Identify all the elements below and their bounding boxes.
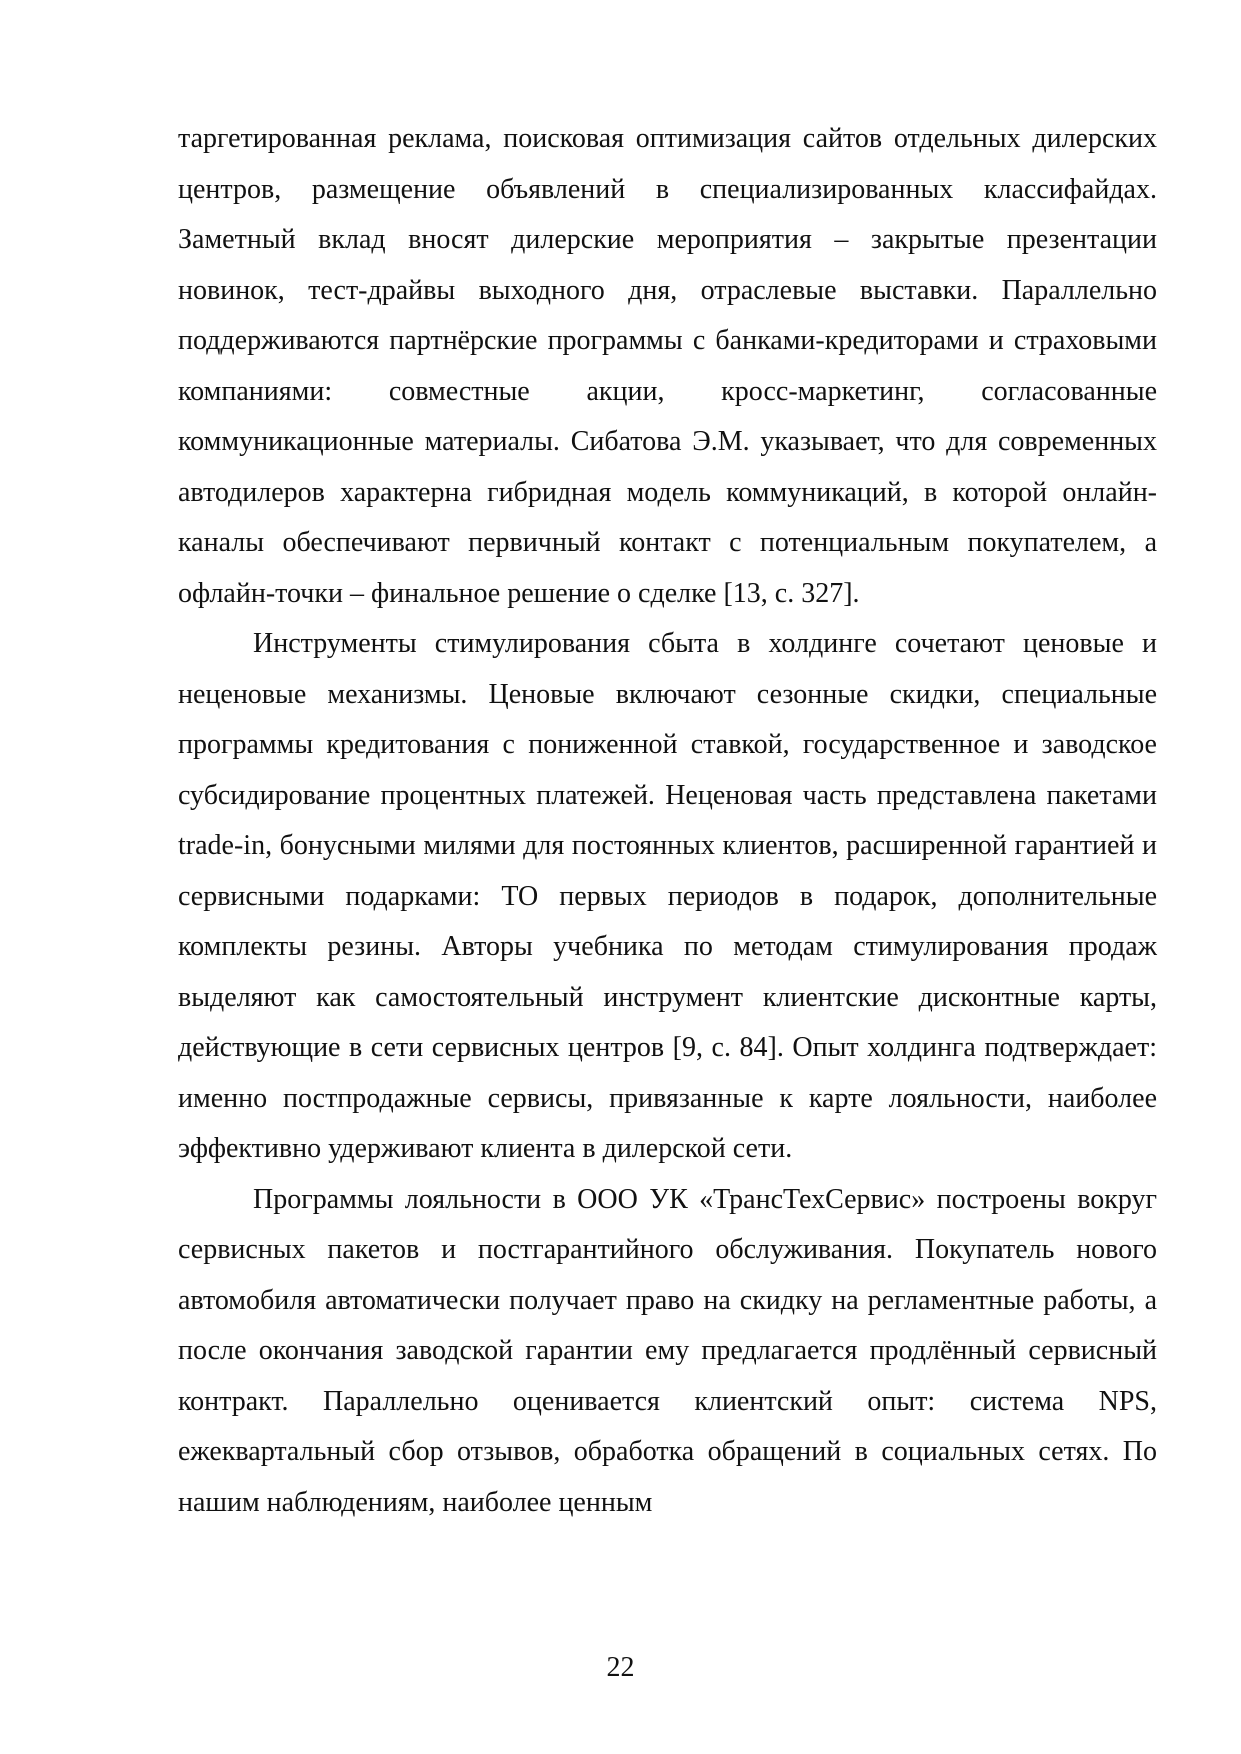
page-number: 22 [606, 1652, 635, 1683]
paragraph-3: Программы лояльности в ООО УК «ТрансТехСервис» построены вокруг сервисных пакетов и постгарантийного обслуживания. Покупатель нового автомобиля автоматически получает право на скидку на регламентные работы, а после окончания заводской гарантии ему предлагается продлённый сервисный контракт. Параллельно оценивается клиентский опыт: система NPS, ежеквартальный сбор отзывов, обработка обращений в социальных сетях. По нашим наблюдениям, наиболее ценным [178, 1183, 1157, 1518]
paragraph-1: таргетированная реклама, поисковая оптимизация сайтов отдельных дилерских центров, размещение объявлений в специализированных классифайдах. Заметный вклад вносят дилерские мероприятия – закрытые презентации новинок, тест-драйвы выходного дня, отраслевые выставки. Параллельно поддерживаются партнёрские программы с банками-кредиторами и страховыми компаниями: совместные акции, кросс-маркетинг, согласованные коммуникационные материалы. Сибатова Э.М. указывает, что для современных автодилеров характерна гибридная модель коммуникаций, в которой онлайн-каналы обеспечивают первичный контакт с потенциальным покупателем, а офлайн-точки – финальное решение о сделке [13, с. 327]. [178, 123, 1157, 609]
paragraph-2: Инструменты стимулирования сбыта в холдинге сочетают ценовые и неценовые механизмы. Ценовые включают сезонные скидки, специальные программы кредитования с пониженной ставкой, государственное и заводское субсидирование процентных платежей. Неценовая часть представлена пакетами trade-in, бонусными милями для постоянных клиентов, расширенной гарантией и сервисными подарками: ТО первых периодов в подарок, дополнительные комплекты резины. Авторы учебника по методам стимулирования продаж выделяют как самостоятельный инструмент клиентские дисконтные карты, действующие в сети сервисных центров [9, с. 84]. Опыт холдинга подтверждает: именно постпродажные сервисы, привязанные к карте лояльности, наиболее эффективно удерживают клиента в дилерской сети. [178, 628, 1157, 1164]
body-text [178, 114, 1157, 1528]
